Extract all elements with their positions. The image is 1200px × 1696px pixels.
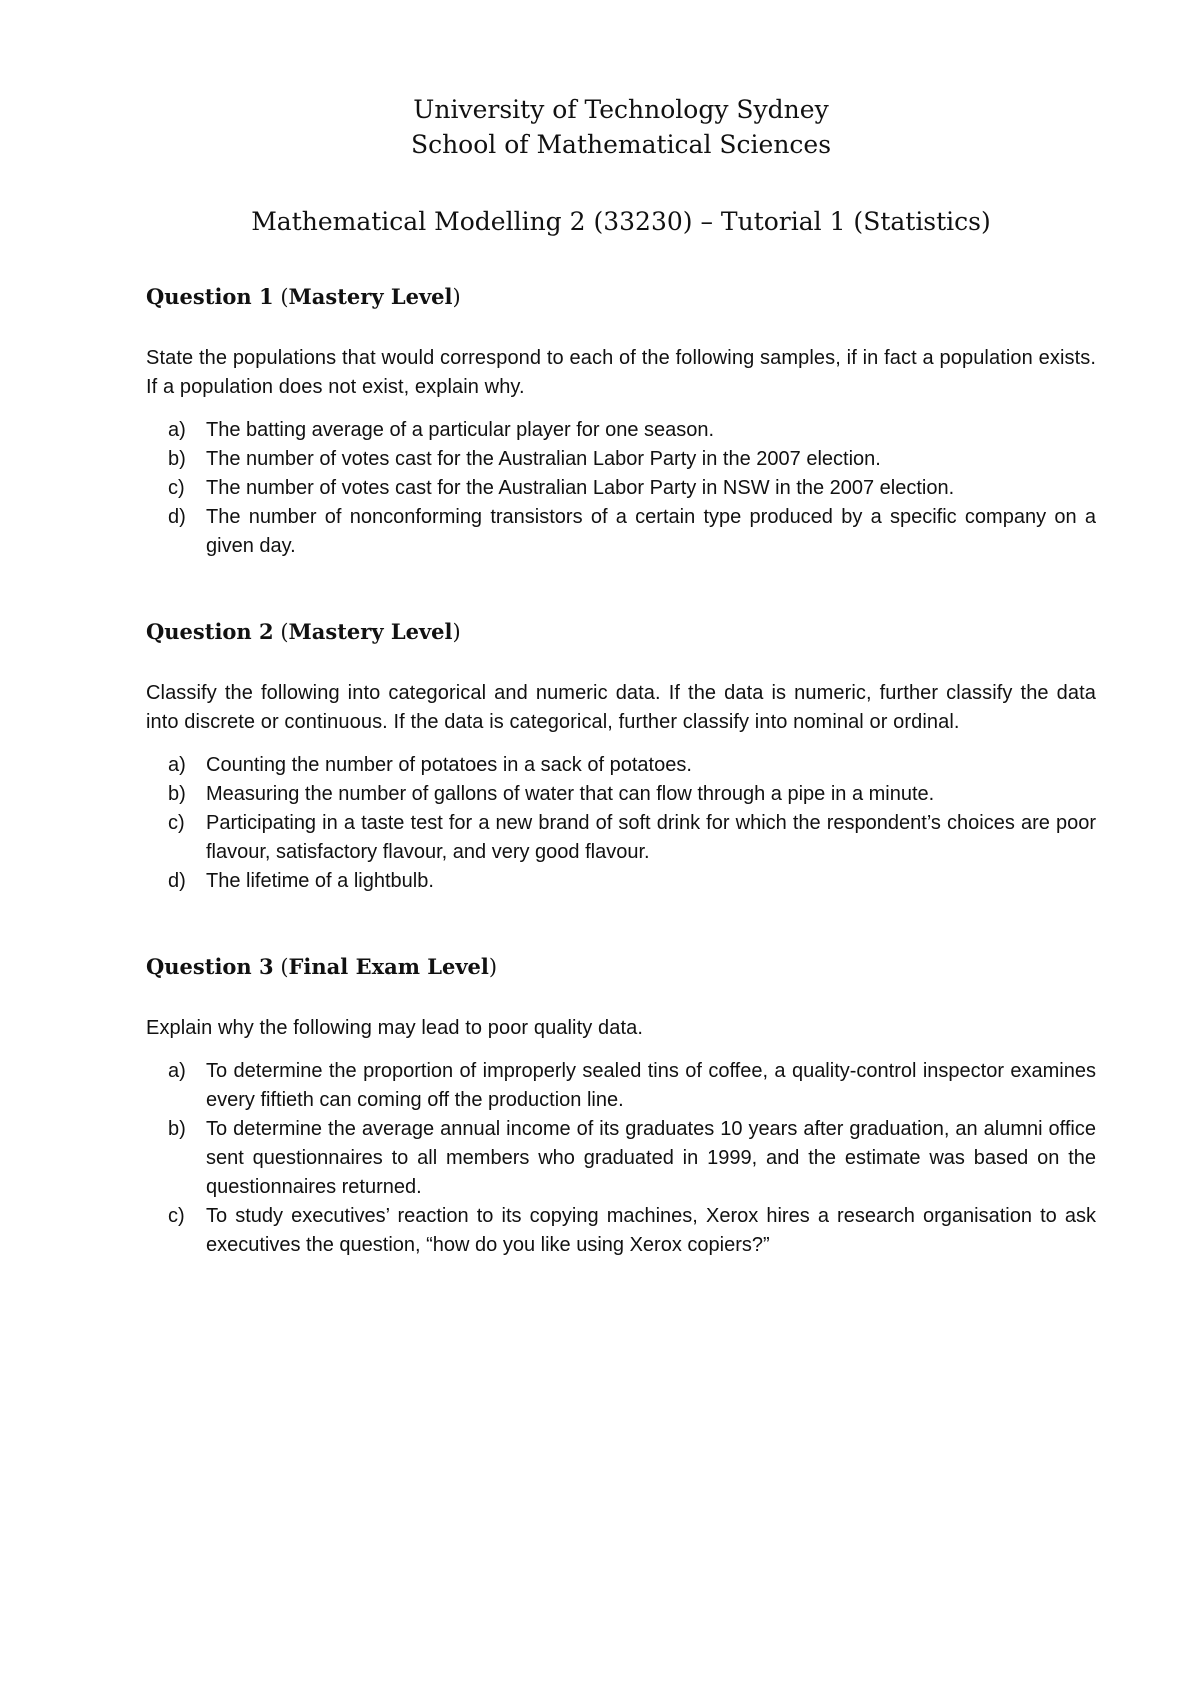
question-level: Mastery Level [288,619,453,644]
question-3 [146,952,1096,1260]
question-part [146,809,1096,867]
question-part [146,867,1096,896]
part-marker: c) [168,812,185,834]
part-marker: d) [168,506,186,528]
part-text: To study executives’ reaction to its copying machines, Xerox hires a research organisation to ask executives the question, “how do you like using Xerox copiers?” [206,1205,1096,1256]
question-parts [146,751,1096,896]
part-text: Participating in a taste test for a new brand of soft drink for which the respondent’s choices are poor flavour, satisfactory flavour, and very good flavour. [206,812,1096,863]
question-part [146,780,1096,809]
part-text: The number of nonconforming transistors of a certain type produced by a specific company on a given day. [206,506,1096,557]
part-text: To determine the average annual income of its graduates 10 years after graduation, an alumni office sent questionnaires to all members who graduated in 1999, and the estimate was based on the questionnaires returned. [206,1118,1096,1198]
question-prompt: Classify the following into categorical and numeric data. If the data is numeric, further classify the data into discrete or continuous. If the data is categorical, further classify into nominal or ordinal. [146,682,1096,733]
part-text: The number of votes cast for the Australian Labor Party in the 2007 election. [206,448,881,470]
part-marker: d) [168,870,186,892]
part-marker: b) [168,448,186,470]
question-part [146,1202,1096,1260]
school-name: School of Mathematical Sciences [410,130,832,159]
part-marker: a) [168,419,186,441]
question-parts [146,1057,1096,1260]
question-level: Mastery Level [288,284,453,309]
question-part [146,1115,1096,1202]
question-part [146,445,1096,474]
question-part [146,751,1096,780]
question-prompt: Explain why the following may lead to poor quality data. [146,1017,643,1039]
question-number: Question 3 [146,954,274,979]
part-marker: c) [168,1205,185,1227]
question-2 [146,617,1096,896]
question-number: Question 2 [146,619,274,644]
question-part [146,416,1096,445]
question-prompt: State the populations that would correspond to each of the following samples, if in fact a population exists. If a population does not exist, explain why. [146,347,1096,398]
question-heading: Question 3 (Final Exam Level) [146,954,498,979]
university-name: University of Technology Sydney [413,95,829,124]
question-part [146,503,1096,561]
question-heading: Question 2 (Mastery Level) [146,619,461,644]
part-marker: a) [168,1060,186,1082]
question-1 [146,282,1096,561]
part-text: To determine the proportion of improperly sealed tins of coffee, a quality-control inspector examines every fiftieth can coming off the production line. [206,1060,1096,1111]
tutorial-title: Mathematical Modelling 2 (33230) – Tutorial 1 (Statistics) [251,207,991,236]
question-level: Final Exam Level [288,954,489,979]
part-marker: a) [168,754,186,776]
part-text: Counting the number of potatoes in a sack of potatoes. [206,754,692,776]
question-number: Question 1 [146,284,274,309]
part-text: The lifetime of a lightbulb. [206,870,434,892]
question-part [146,1057,1096,1115]
part-text: The number of votes cast for the Australian Labor Party in NSW in the 2007 election. [206,477,955,499]
question-parts [146,416,1096,561]
question-part [146,474,1096,503]
part-text: Measuring the number of gallons of water that can flow through a pipe in a minute. [206,783,935,805]
part-marker: b) [168,783,186,805]
question-heading: Question 1 (Mastery Level) [146,284,461,309]
part-text: The batting average of a particular player for one season. [206,419,715,441]
part-marker: c) [168,477,185,499]
tutorial-sheet [146,92,1096,1260]
document-header [146,92,1096,162]
part-marker: b) [168,1118,186,1140]
